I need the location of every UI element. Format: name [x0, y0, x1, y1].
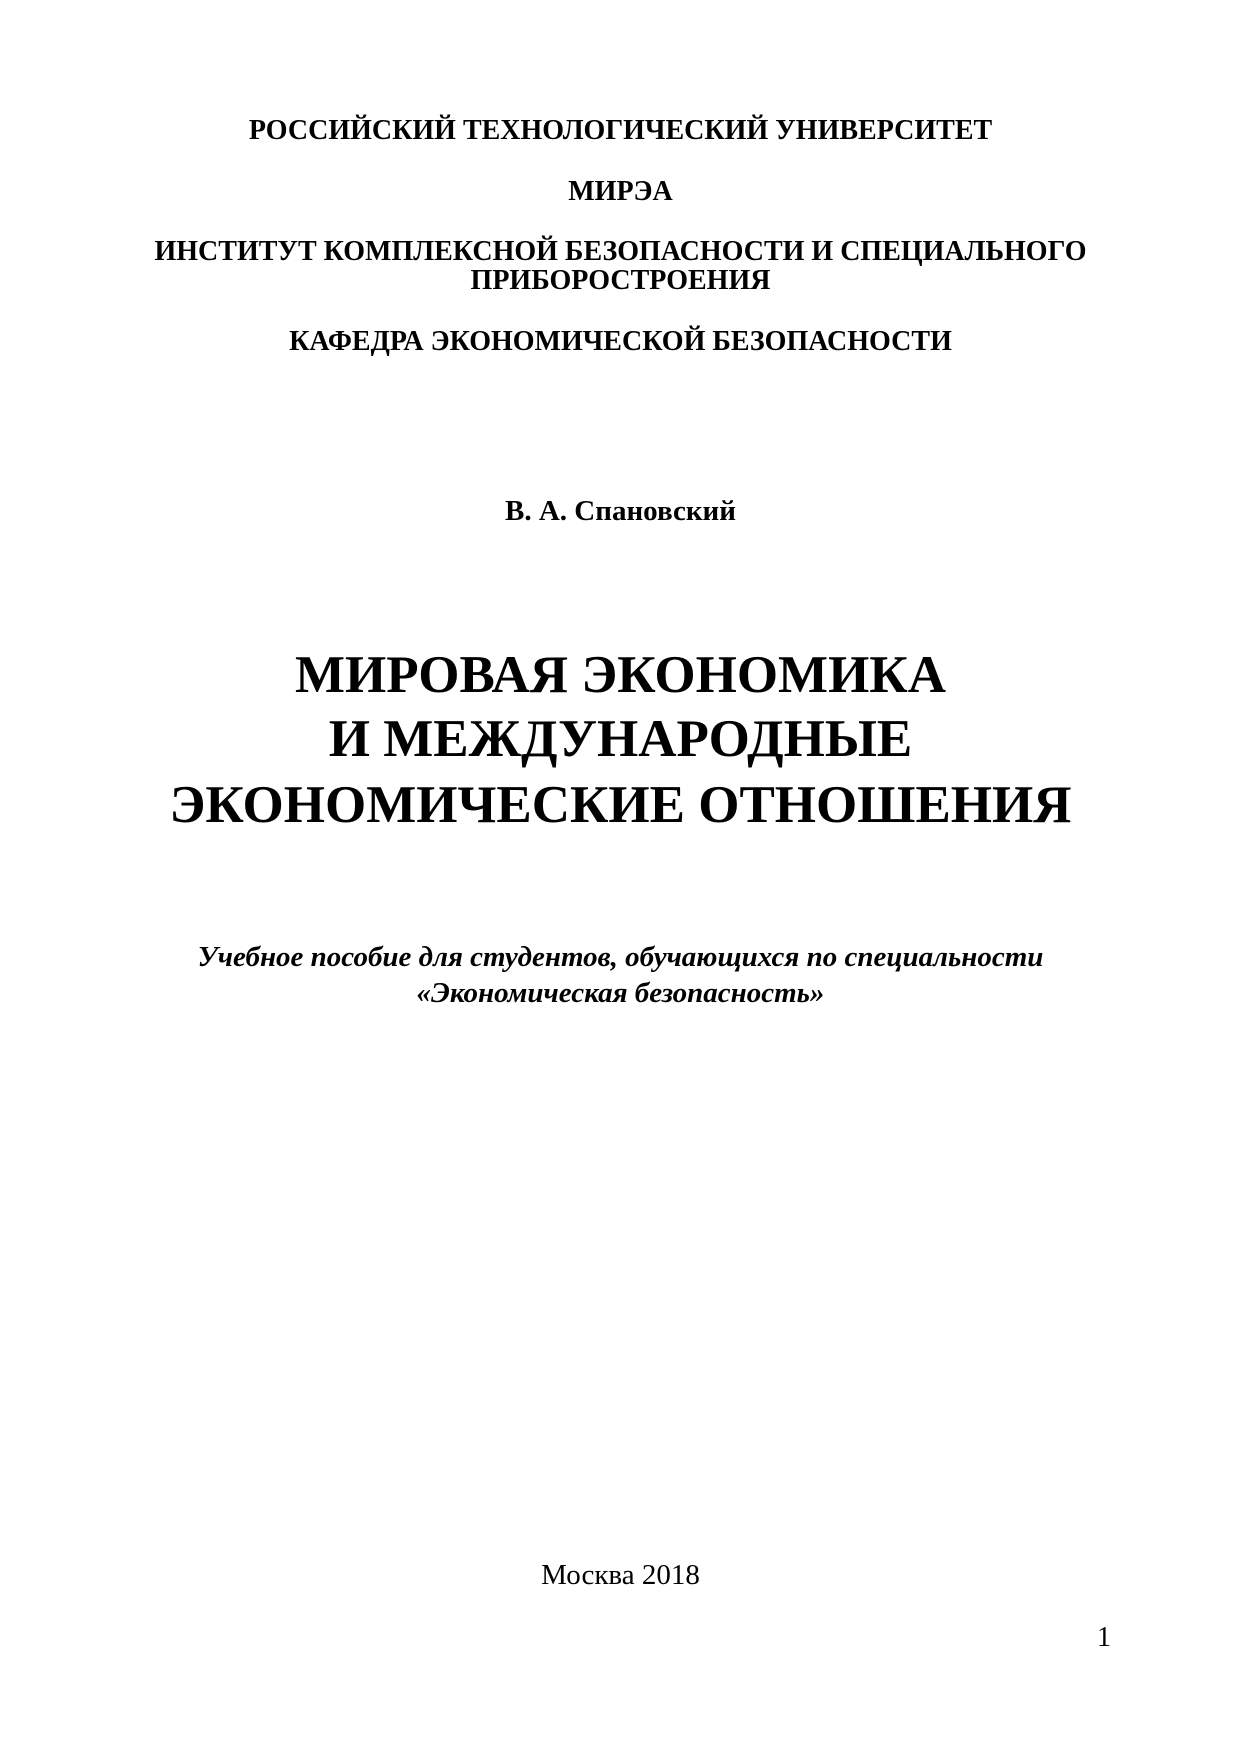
- subtitle-line2: «Экономическая безопасность»: [416, 977, 825, 1009]
- university-abbreviation: МИРЭА: [568, 176, 673, 207]
- page-number: 1: [1097, 1622, 1111, 1653]
- book-title-line3: ЭКОНОМИЧЕСКИЕ ОТНОШЕНИЯ: [169, 776, 1072, 834]
- book-title-line1: МИРОВАЯ ЭКОНОМИКА: [294, 646, 947, 704]
- author-name: В. А. Спановский: [505, 495, 736, 527]
- place-and-year: Москва 2018: [541, 1559, 700, 1591]
- book-title-line2: И МЕЖДУНАРОДНЫЕ: [328, 710, 913, 768]
- department-name: КАФЕДРА ЭКОНОМИЧЕСКОЙ БЕЗОПАСНОСТИ: [289, 326, 952, 357]
- institute-name-line2: ПРИБОРОСТРОЕНИЯ: [470, 265, 771, 296]
- institute-name-line1: ИНСТИТУТ КОМПЛЕКСНОЙ БЕЗОПАСНОСТИ И СПЕЦИАЛЬНОГО: [154, 236, 1087, 267]
- subtitle-line1: Учебное пособие для студентов, обучающихся по специальности: [197, 941, 1044, 973]
- university-name: РОССИЙСКИЙ ТЕХНОЛОГИЧЕСКИЙ УНИВЕРСИТЕТ: [248, 115, 993, 146]
